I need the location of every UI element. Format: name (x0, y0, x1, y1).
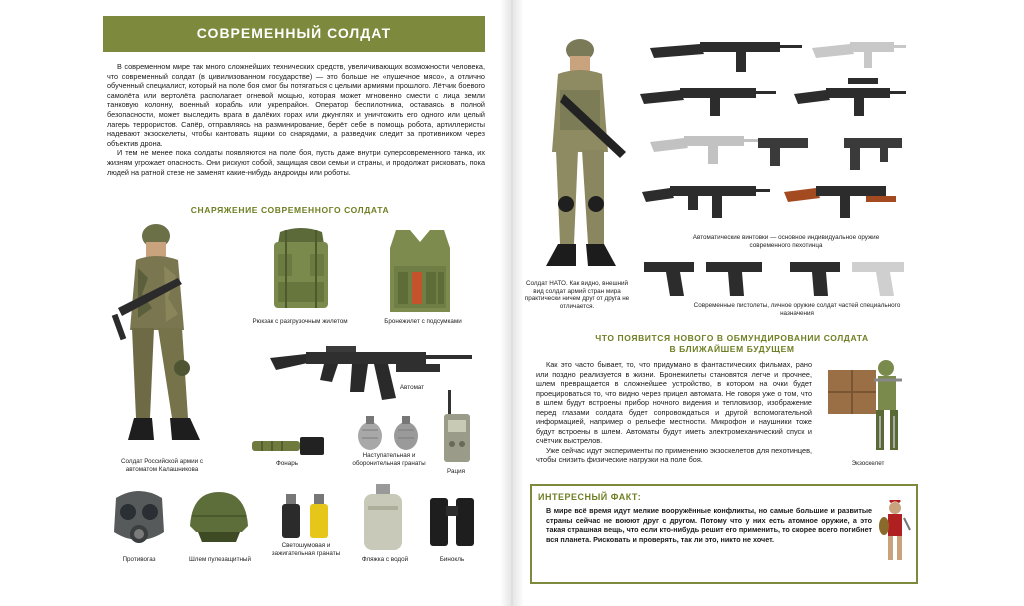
page-title: СОВРЕМЕННЫЙ СОЛДАТ (196, 25, 392, 41)
rifles-caption: Автоматические винтовки — основное индивидуальное оружие современного пехотинца (692, 234, 880, 249)
interesting-fact-box (530, 484, 918, 584)
rifle-caption: Автомат (399, 384, 425, 391)
flask-image (360, 484, 406, 552)
smoke-grenades-image (276, 492, 336, 542)
future-heading-line-1: ЧТО ПОЯВИТСЯ НОВОГО В ОБМУНДИРОВАНИИ СОЛДАТА (595, 333, 869, 343)
radio-caption: Рация (446, 468, 466, 475)
intro-text (107, 62, 485, 177)
backpack-image (266, 224, 336, 316)
binoculars-caption: Бинокль (439, 556, 465, 563)
exoskeleton-image (824, 356, 916, 460)
future-heading (542, 333, 922, 355)
page-title-band (103, 16, 485, 52)
russian-soldier-caption: Солдат Российской армии с автоматом Калашникова (120, 458, 204, 473)
grenades-caption: Наступательная и оборонительная гранаты (352, 452, 426, 467)
rifles-grid-image (640, 34, 910, 230)
flask-caption: Фляжка с водой (361, 556, 409, 563)
backpack-caption: Рюкзак с разгрузочным жилетом (252, 318, 348, 325)
intro-paragraph-1: В современном мире так много сложнейших технических средств, увеличивающих возможности человека, что современный солдат (в цивилизованном государстве) — это больше не «пушечное мясо», а отлично обученный специалист, который на поле боя смог бы потягаться с целыми армиями прошлого. Лётчик боевого самолёта или вертолёта располагает огневой мощью, которая может мгновенно смести с лица земли танковую колонну, военный корабль или укрепрайон. Оператор беспилотника, оставаясь в полной безопасности, может выследить врага в далёких горах или джунглях и уничтожить его одного или целый лагерь террористов. Сапёр, отправляясь на разминирование, берёт себе в помощь робота, артиллеристы надевают экзоскелеты, чтобы кантовать ящики со снарядами, а разведчик следит за противником через объектив дрона. (107, 62, 485, 148)
vest-caption: Бронежилет с подсумками (384, 318, 462, 325)
helmet-image (186, 486, 252, 548)
nato-soldier-caption: Солдат НАТО. Как видно, внешний вид солдат армий стран мира практически ничем друг от друга не отличается. (524, 280, 630, 310)
equipment-heading: СНАРЯЖЕНИЕ СОВРЕМЕННОГО СОЛДАТА (190, 205, 390, 215)
flashlight-caption: Фонарь (275, 460, 299, 467)
binoculars-image (428, 492, 476, 548)
grenades-image (352, 410, 424, 452)
smoke-grenades-caption: Светошумовая и зажигательная гранаты (271, 542, 341, 557)
future-paragraph-2: Уже сейчас идут эксперименты по применению экзоскелетов для пехотинцев, чтобы снизить физические нагрузки на поле боя. (536, 445, 812, 464)
legionnaire-figure-image (878, 500, 912, 570)
intro-paragraph-2: И тем не менее пока солдаты появляются на поле боя, пусть даже внутри суперсовременного танка, их жизням угрожает опасность. Они рискуют собой, защищая свои семьи и страны, и продолжат рисковать, пока людей на ратной стезе не заменят какие-нибудь андроиды или роботы. (107, 148, 485, 177)
exoskeleton-caption: Экзоскелет (851, 460, 885, 467)
future-heading-line-2: В БЛИЖАЙШЕМ БУДУЩЕМ (669, 344, 795, 354)
fact-text: В мире всё время идут мелкие вооружённые конфликты, но самые большие и развитые страны сейчас не воюют друг с другом. Потому что у них есть атомное оружие, а это такая страшная вещь, что если кто-нибудь решит его применить, то скорее всего погибнет вся планета. Рисковать и проверять, так ли это, никто не хочет. (546, 506, 872, 544)
helmet-caption: Шлем пулезащитный (189, 556, 251, 563)
future-paragraph-1: Как это часто бывает, то, что придумано в фантастических фильмах, рано или поздно реализуется в жизни. Бронежилеты становятся легче и прочнее, шлем превращается в сложнейшее устройство, в котором на очки будет проецироваться то, что видно через прицел автомата. Не говоря уже о том, что в шлем будут встроены прибор ночного видения и тепловизор, изображение перед глазами солдата будет сопровождаться и другой вспомогательной информацией, например о рельефе местности. Микрофон и наушники тоже будут встроены в шлем. Автоматы будут иметь электромеханический спуск и счётчик выстрелов. (536, 360, 812, 445)
pistols-caption: Современные пистолеты, личное оружие солдат частей специального назначения (693, 302, 901, 317)
gas-mask-caption: Противогаз (122, 556, 156, 563)
russian-soldier-image (108, 218, 218, 456)
fact-title: ИНТЕРЕСНЫЙ ФАКТ: (538, 492, 642, 502)
future-text (536, 360, 812, 465)
pistols-image (640, 258, 910, 300)
radio-image (442, 390, 472, 464)
nato-soldier-image (530, 34, 630, 272)
vest-image (384, 226, 456, 316)
flashlight-image (250, 434, 328, 458)
gas-mask-image (108, 484, 170, 550)
